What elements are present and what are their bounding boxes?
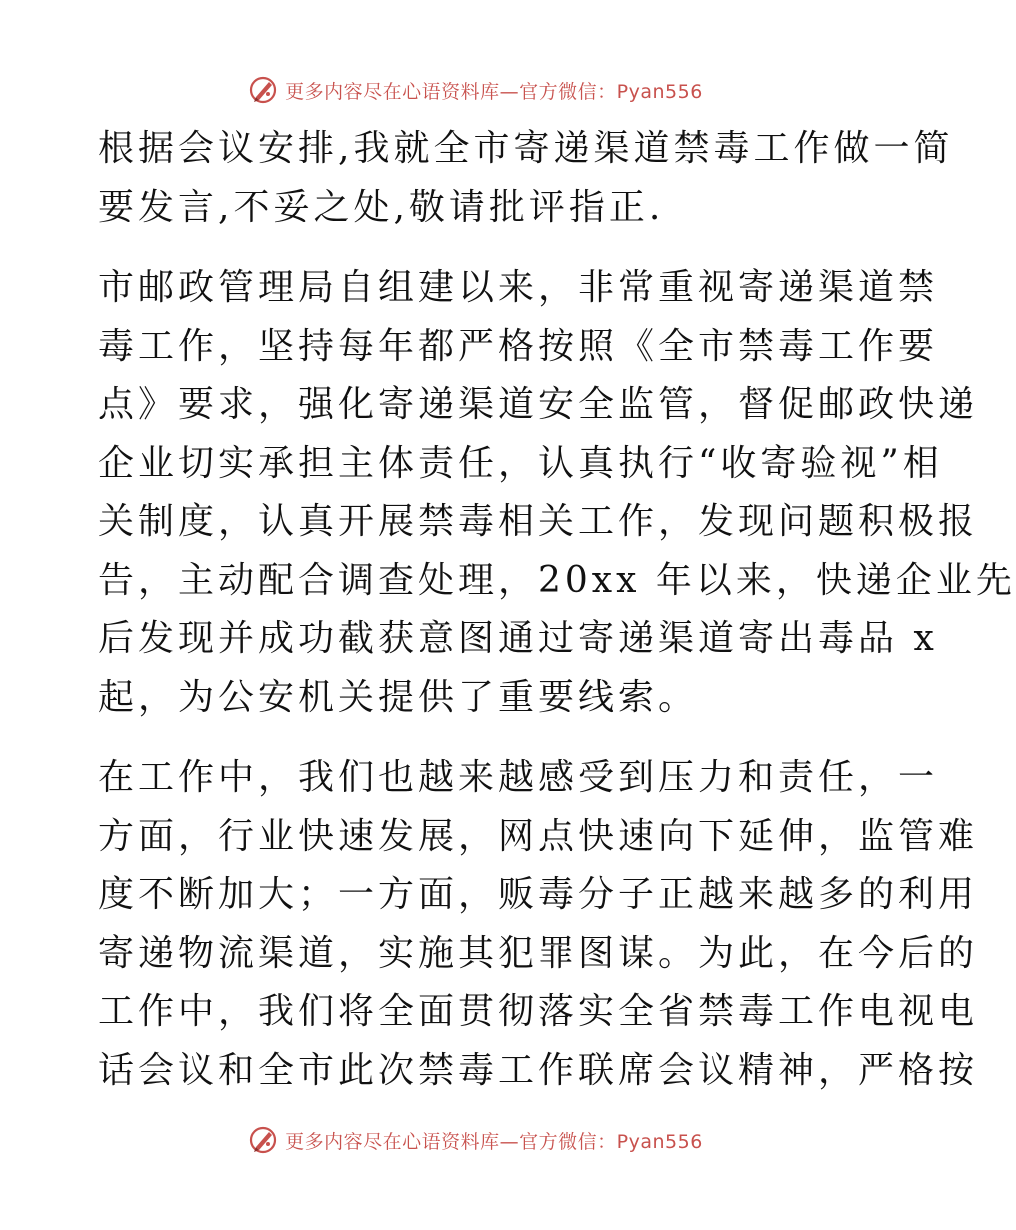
paragraph-1 — [98, 120, 954, 237]
text-line: 在工作中，我们也越来越感受到压力和责任，一 — [98, 757, 939, 798]
text-line: 话会议和全市此次禁毒工作联席会议精神，严格按 — [98, 1049, 979, 1091]
watermark-text: 更多内容尽在心语资料库—官方微信：Pyan556 — [285, 1130, 703, 1153]
text-line: 要发言,不妥之处,敬请批评指正. — [98, 186, 665, 228]
text-line: 告，主动配合调查处理，20xx 年以来，快递企业先 — [98, 559, 1016, 601]
paragraph-2 — [98, 259, 1016, 727]
text-line: 企业切实承担主体责任，认真执行“收寄验视”相 — [98, 442, 943, 484]
text-line: 根据会议安排,我就全市寄递渠道禁毒工作做一简 — [98, 128, 954, 169]
text-line: 关制度，认真开展禁毒相关工作，发现问题积极报 — [98, 501, 979, 542]
text-line: 方面，行业快速发展，网点快速向下延伸，监管难 — [98, 815, 979, 857]
footer-watermark — [0, 1120, 950, 1160]
text-line: 起，为公安机关提供了重要线索。 — [98, 676, 699, 718]
text-line: 度不断加大；一方面，贩毒分子正越来越多的利用 — [98, 874, 979, 915]
text-line: 工作中，我们将全面贯彻落实全省禁毒工作电视电 — [98, 991, 979, 1032]
text-line: 市邮政管理局自组建以来，非常重视寄递渠道禁 — [98, 267, 939, 308]
paragraph-3 — [98, 749, 979, 1100]
pen-circle-logo-icon — [247, 74, 279, 106]
text-line: 后发现并成功截获意图通过寄递渠道寄出毒品 x — [98, 618, 938, 659]
text-line: 毒工作，坚持每年都严格按照《全市禁毒工作要 — [98, 325, 939, 367]
pen-circle-logo-icon — [247, 1124, 279, 1156]
document-body — [98, 120, 1016, 1100]
text-line: 寄递物流渠道，实施其犯罪图谋。为此，在今后的 — [98, 932, 979, 974]
text-line: 点》要求，强化寄递渠道安全监管，督促邮政快递 — [98, 384, 979, 425]
header-watermark — [0, 70, 950, 110]
watermark-text: 更多内容尽在心语资料库—官方微信：Pyan556 — [285, 80, 703, 103]
